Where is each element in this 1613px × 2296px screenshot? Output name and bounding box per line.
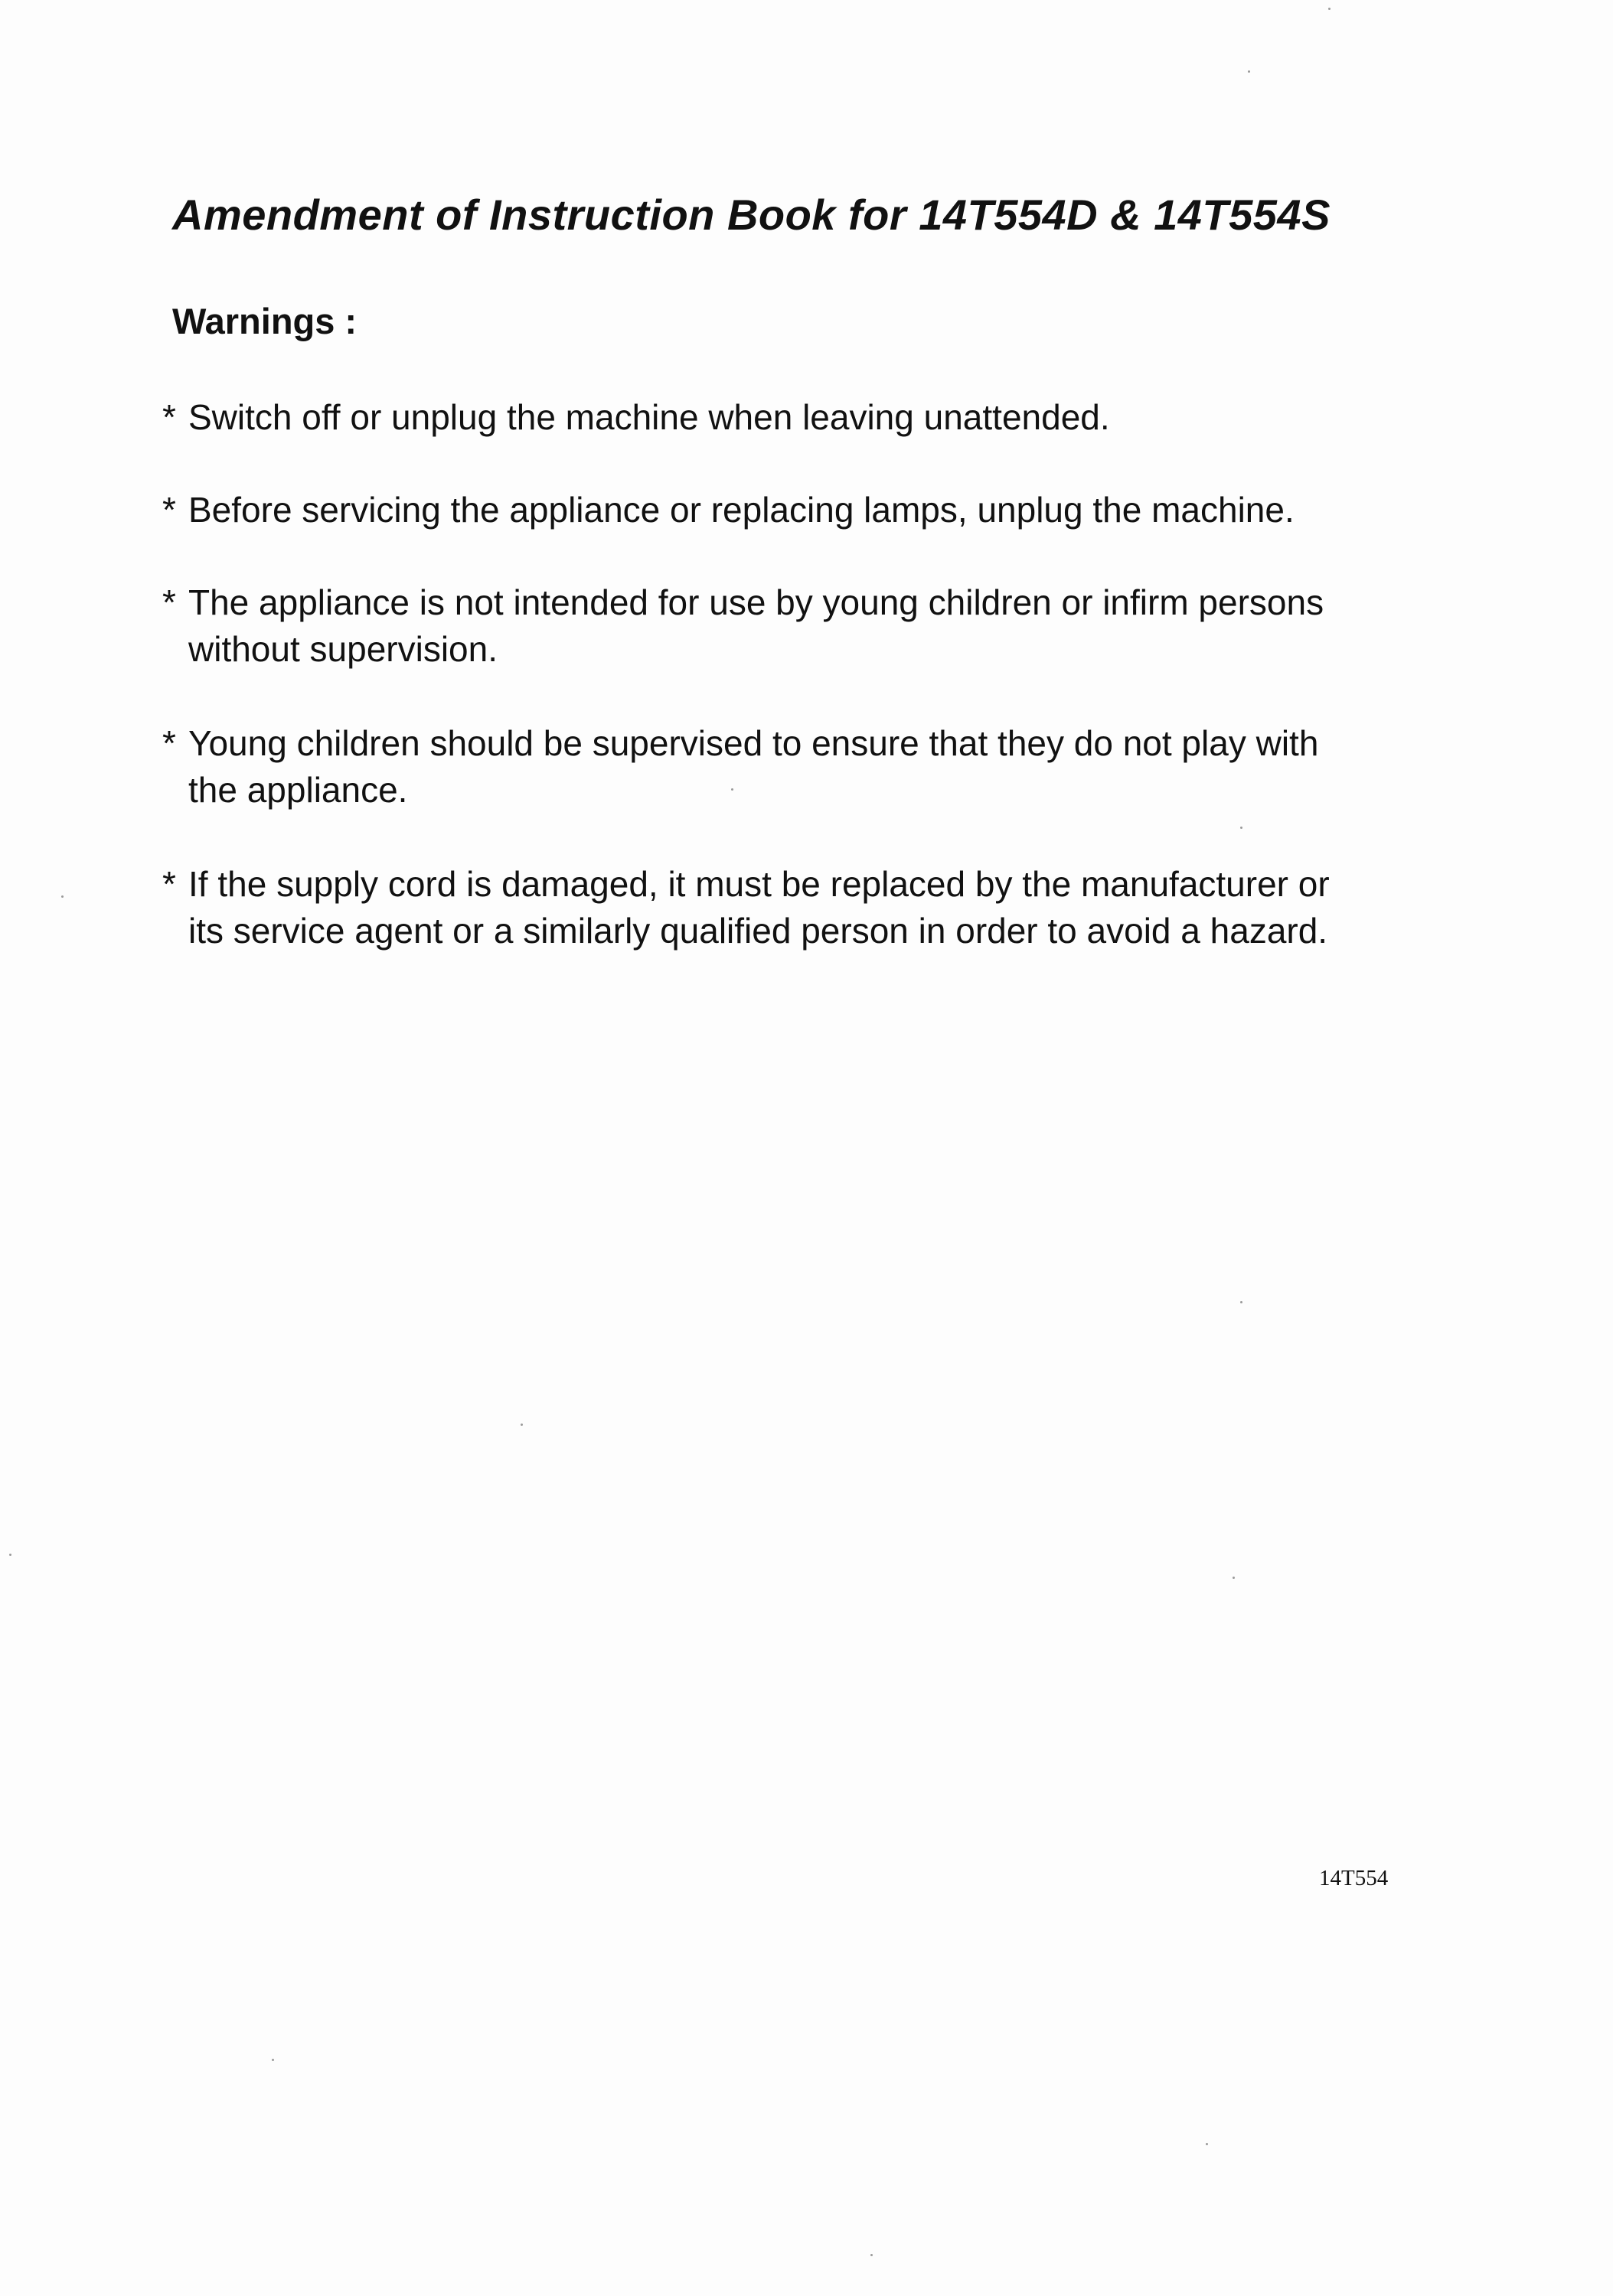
warnings-list (162, 394, 1448, 1002)
scan-speck (1240, 827, 1242, 829)
warning-bullet: * (162, 864, 176, 904)
footer-model-code: 14T554 (1319, 1866, 1389, 1890)
warning-item (162, 720, 1448, 814)
warning-bullet: * (162, 723, 176, 763)
warning-text-continued: the appliance. (188, 770, 408, 810)
scan-speck (870, 2254, 873, 2256)
warning-text-continued: its service agent or a similarly qualified person in order to avoid a hazard. (188, 911, 1328, 951)
warning-item (162, 487, 1448, 533)
warning-text: Young children should be supervised to ensure that they do not play with (188, 723, 1319, 763)
warning-bullet: * (162, 582, 176, 622)
scan-speck (731, 788, 733, 791)
warning-text: If the supply cord is damaged, it must be replaced by the manufacturer or (188, 864, 1330, 904)
scan-speck (9, 1554, 11, 1556)
scan-speck (1233, 1577, 1235, 1579)
scan-speck (1240, 1301, 1242, 1303)
warning-item (162, 861, 1448, 954)
scan-speck (1328, 8, 1331, 10)
scan-speck (521, 1424, 523, 1426)
scan-speck (1206, 2143, 1208, 2145)
warning-text: Before servicing the appliance or replacing lamps, unplug the machine. (188, 490, 1295, 530)
scan-speck (61, 895, 64, 898)
warning-item (162, 579, 1448, 673)
document-title: Amendment of Instruction Book for 14T554D & 14T554S (172, 191, 1331, 239)
scan-speck (272, 2059, 274, 2061)
warning-bullet: * (162, 397, 176, 437)
warning-text: The appliance is not intended for use by young children or infirm persons (188, 582, 1324, 622)
warnings-heading: Warnings : (172, 301, 358, 341)
warning-item (162, 394, 1448, 441)
scan-speck (1248, 70, 1250, 73)
warning-text: Switch off or unplug the machine when leaving unattended. (188, 397, 1110, 437)
warning-bullet: * (162, 490, 176, 530)
warning-text-continued: without supervision. (188, 629, 498, 669)
